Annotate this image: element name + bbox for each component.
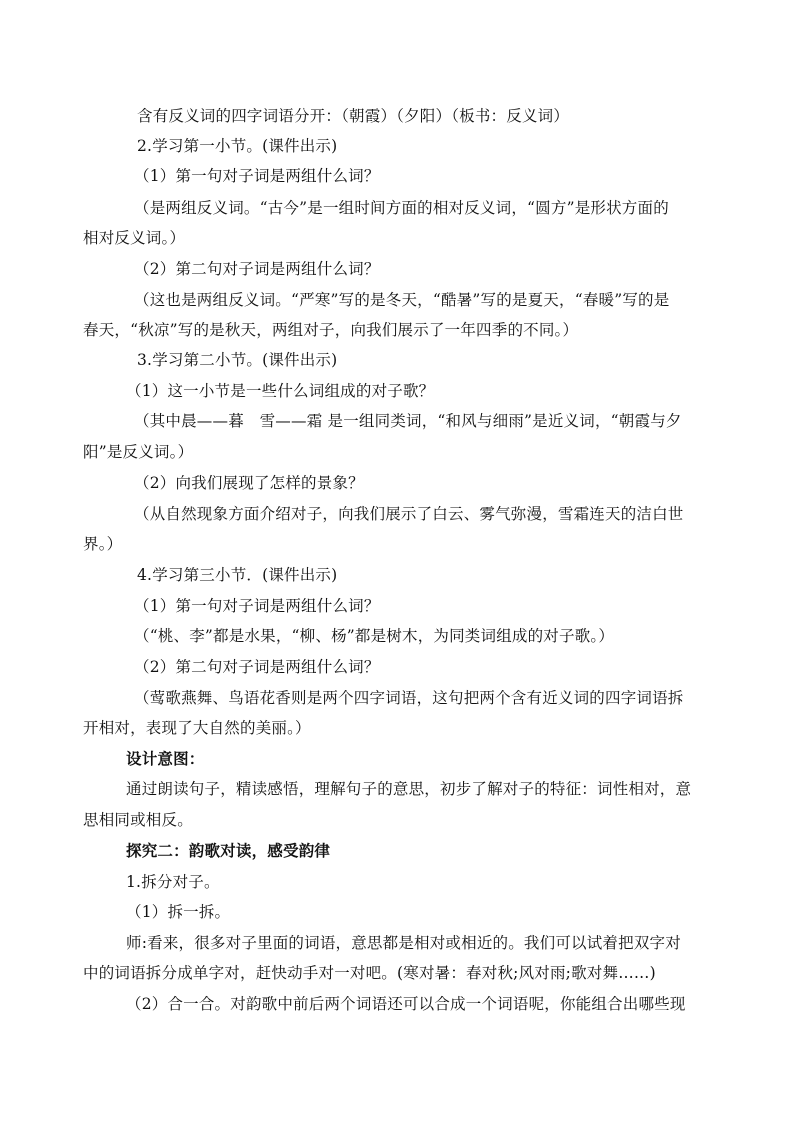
question-line: （2）向我们展现了怎样的景象？ (134, 474, 364, 492)
paragraph-line: 师:看来，很多对子里面的词语，意思都是相对或相近的。我们可以试着把双字对 (126, 934, 681, 952)
answer-line: （“桃、李”都是水果，“柳、杨”都是树木，为同类词组成的对子歌。） (134, 627, 615, 645)
question-line: （2）第二句对子词是两组什么词？ (134, 260, 380, 278)
question-line: （2）第二句对子词是两组什么词？ (134, 658, 380, 676)
answer-line: （是两组反义词。“古今”是一组时间方面的相对反义词，“圆方”是形状方面的 (134, 199, 669, 217)
text-line: 含有反义词的四字词语分开：（朝霞）（夕阳）（板书：反义词） (137, 107, 570, 125)
question-line: （2）合一合。对韵歌中前后两个词语还可以合成一个词语呢，你能组合出哪些现 (126, 995, 686, 1013)
section-heading: 3.学习第二小节。(课件出示) (137, 351, 338, 369)
section-heading: 4.学习第三小节．(课件出示) (137, 566, 338, 584)
section-heading: 2.学习第一小节。(课件出示) (137, 137, 338, 155)
question-line: （1）第一句对子词是两组什么词？ (134, 167, 380, 185)
question-line: （1）这一小节是一些什么词组成的对子歌？ (126, 382, 435, 400)
answer-line: 界。） (83, 535, 123, 553)
answer-line: 开相对，表现了大自然的美丽。） (83, 719, 311, 737)
answer-line: 阳”是反义词。） (83, 443, 194, 461)
question-line: （1）拆一拆。 (126, 903, 231, 921)
section-heading: 1.拆分对子。 (126, 873, 220, 891)
paragraph-line: 思相同或相反。 (83, 811, 193, 829)
exploration-heading: 探究二：韵歌对读，感受韵律 (126, 841, 331, 860)
answer-line: （从自然现象方面介绍对子，向我们展示了白云、雾气弥漫，雪霜连天的洁白世 (134, 505, 684, 523)
answer-line: 春天，“秋凉”写的是秋天，两组对子，向我们展示了一年四季的不同。） (83, 321, 579, 339)
paragraph-line: 通过朗读句子，精读感悟，理解句子的意思，初步了解对子的特征：词性相对，意 (126, 780, 692, 798)
paragraph-line: 中的词语拆分成单字对，赶快动手对一对吧。(寒对暑：春对秋;风对雨;歌对舞……) (83, 964, 656, 982)
design-intent-heading: 设计意图： (126, 749, 205, 768)
answer-line: （这也是两组反义词。“严寒”写的是冬天，“酷暑”写的是夏天，“春暖”写的是 (134, 291, 670, 309)
answer-line: （其中晨——暮 雪——霜 是一组同类词，“和风与细雨”是近义词，“朝霞与夕 (134, 412, 682, 430)
answer-line: 相对反义词。） (83, 229, 186, 247)
answer-line: （莺歌燕舞、鸟语花香则是两个四字词语，这句把两个含有近义词的四字词语拆 (134, 689, 684, 707)
question-line: （1）第一句对子词是两组什么词？ (134, 597, 380, 615)
